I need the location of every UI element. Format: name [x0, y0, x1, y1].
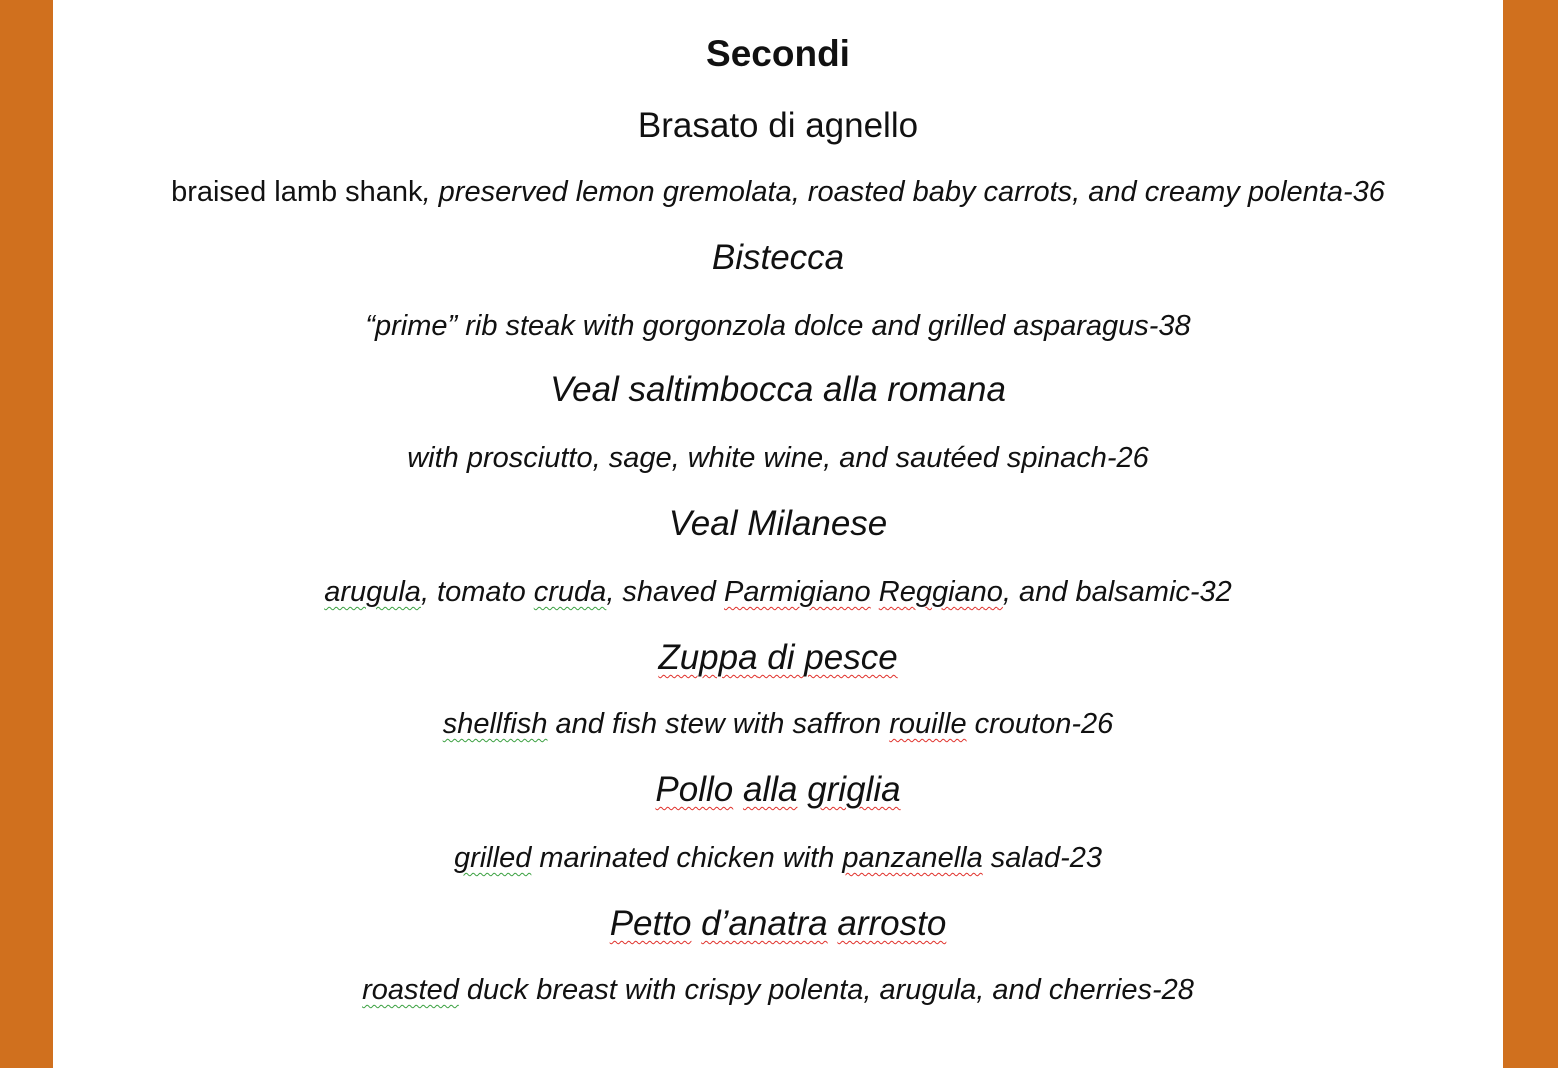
desc-segment: duck breast with crispy polenta, arugula, and cherries-28	[458, 974, 1194, 1006]
dish-desc-zuppa	[53, 710, 1503, 739]
name-segment	[691, 904, 701, 943]
spellcheck-word: arugula	[324, 576, 421, 608]
spellcheck-word: Parmigiano	[724, 576, 871, 608]
spellcheck-word: arrosto	[837, 904, 947, 943]
desc-segment: , shaved	[606, 576, 724, 608]
desc-segment: , preserved lemon gremolata, roasted baby carrots, and creamy polenta-36	[422, 176, 1385, 208]
spellcheck-word: d’anatra	[701, 904, 828, 943]
desc-segment: salad-23	[982, 842, 1103, 874]
spellcheck-word: griglia	[807, 770, 901, 809]
spellcheck-word: shellfish	[442, 708, 548, 740]
dish-desc-saltimbocca: with prosciutto, sage, white wine, and sautéed spinach-26	[407, 442, 1149, 474]
spellcheck-word: grilled	[453, 842, 532, 874]
spellcheck-word: roasted	[362, 974, 459, 1006]
dish-desc-petto	[53, 976, 1503, 1005]
dish-name-petto	[53, 906, 1503, 941]
spellcheck-word: cruda	[533, 576, 607, 608]
desc-segment: marinated chicken with	[531, 842, 843, 874]
spellcheck-word: pesce	[804, 638, 898, 677]
spellcheck-word: Petto	[609, 904, 692, 943]
dish-desc-bistecca: “prime” rib steak with gorgonzola dolce and grilled asparagus-38	[365, 310, 1191, 342]
desc-segment: crouton-26	[966, 708, 1114, 740]
name-segment	[797, 770, 807, 809]
name-segment	[828, 904, 838, 943]
dish-desc-milanese	[53, 578, 1503, 607]
desc-segment: , tomato	[420, 576, 534, 608]
dish-name-bistecca: Bistecca	[711, 238, 845, 277]
desc-segment: braised lamb shank	[171, 176, 423, 208]
dish-desc-brasato	[53, 178, 1503, 207]
dish-name-saltimbocca: Veal saltimbocca alla romana	[550, 370, 1006, 409]
spellcheck-word: Zuppa	[658, 638, 758, 677]
name-segment	[733, 770, 743, 809]
desc-segment	[871, 576, 879, 608]
dish-desc-pollo	[53, 844, 1503, 873]
menu-section-title: Secondi	[706, 33, 850, 74]
desc-segment: , and balsamic-32	[1002, 576, 1232, 608]
dish-name-pollo	[53, 772, 1503, 807]
desc-segment: and fish stew with saffron	[547, 708, 890, 740]
name-segment: di	[757, 638, 805, 677]
spellcheck-word: rouille	[889, 708, 967, 740]
spellcheck-word: Pollo	[655, 770, 734, 809]
dish-name-milanese: Veal Milanese	[668, 504, 888, 543]
spellcheck-word: Reggiano	[878, 576, 1003, 608]
dish-name-brasato: Brasato di agnello	[637, 106, 919, 145]
menu-page	[53, 0, 1503, 1068]
spellcheck-word: panzanella	[842, 842, 983, 874]
dish-name-zuppa	[53, 640, 1503, 675]
spellcheck-word: alla	[742, 770, 798, 809]
